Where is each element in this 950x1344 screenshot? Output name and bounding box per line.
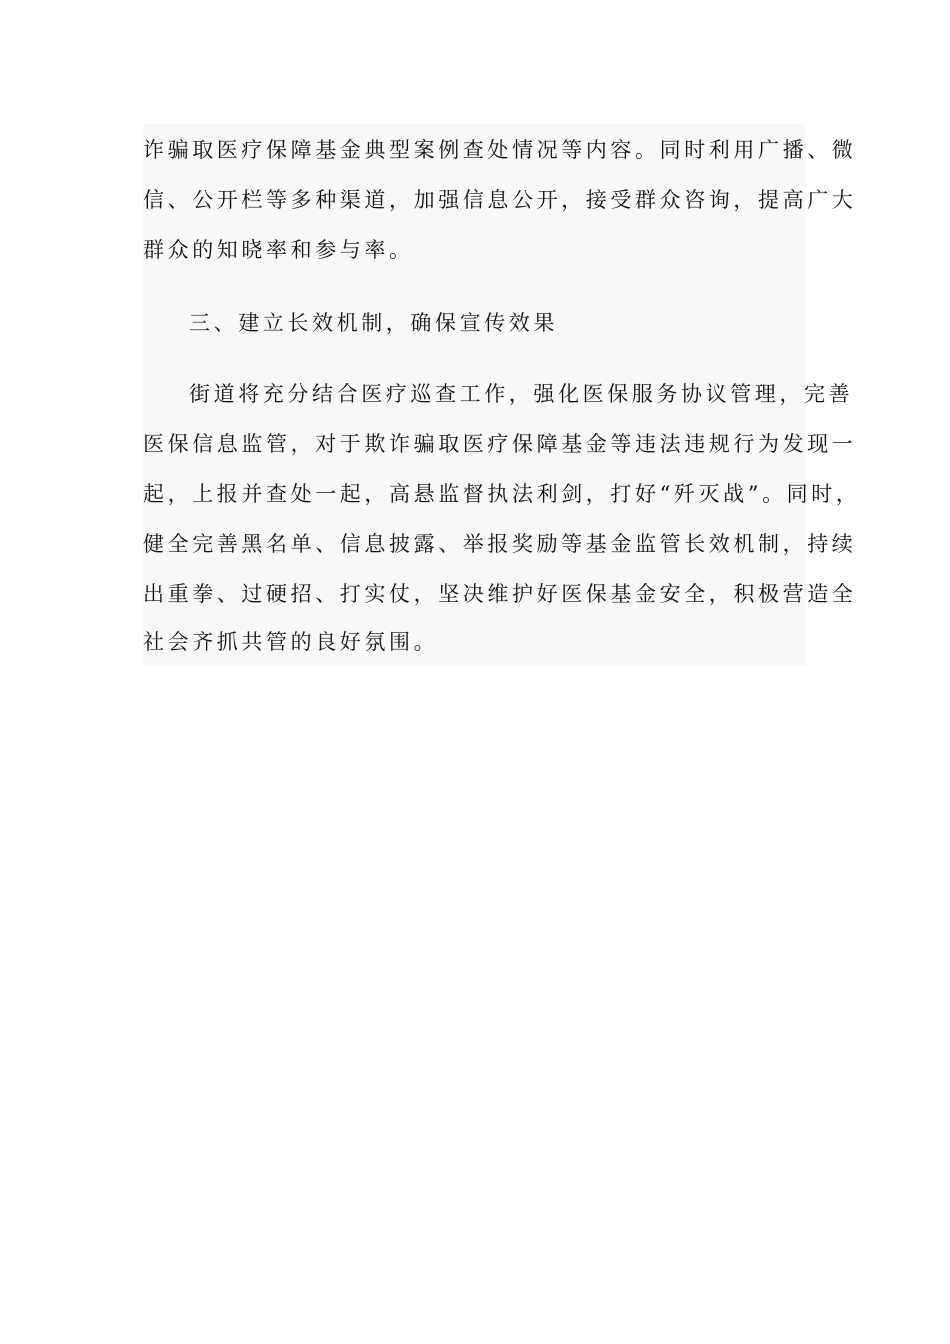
- paragraph-2-line-3: 起，上报并查处一起，高悬监督执法利剑，打好“歼灭战”。同时，: [143, 482, 861, 506]
- section-heading: 三、建立长效机制，确保宣传效果: [189, 311, 558, 335]
- paragraph-1-line-3: 群众的知晓率和参与率。: [143, 238, 414, 262]
- paragraph-2-line-1: 街道将充分结合医疗巡查工作，强化医保服务协议管理，完善: [189, 382, 854, 406]
- paragraph-2-line-4: 健全完善黑名单、信息披露、举报奖励等基金监管长效机制，持续: [143, 532, 857, 556]
- paragraph-2-line-5: 出重拳、过硬招、打实仗，坚决维护好医保基金安全，积极营造全: [143, 582, 857, 606]
- paragraph-2-line-6: 社会齐抓共管的良好氛围。: [143, 630, 439, 654]
- paragraph-1-line-1: 诈骗取医疗保障基金典型案例查处情况等内容。同时利用广播、微: [143, 138, 857, 162]
- paragraph-1-line-2: 信、公开栏等多种渠道，加强信息公开，接受群众咨询，提高广大: [143, 188, 857, 212]
- document-text-block: [143, 124, 861, 666]
- paragraph-2-line-2: 医保信息监管，对于欺诈骗取医疗保障基金等违法违规行为发现一: [143, 432, 857, 456]
